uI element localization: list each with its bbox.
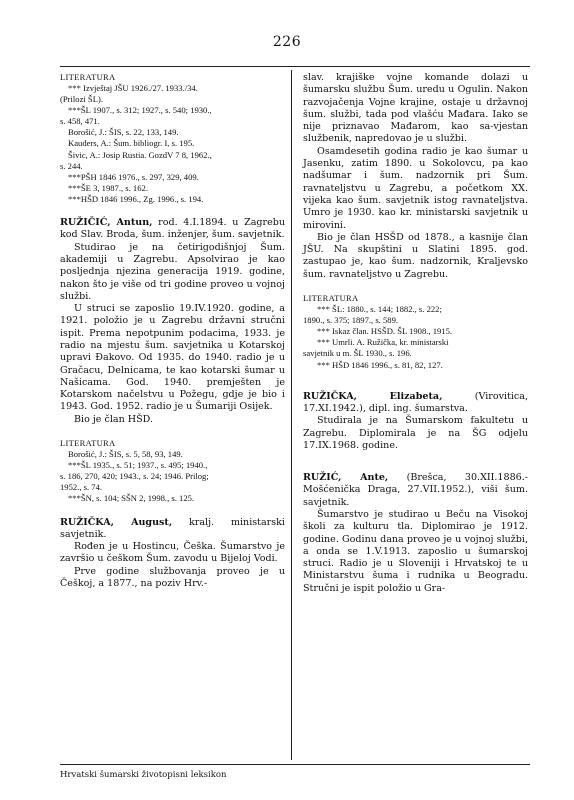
literature-line: ***PŠH 1846 1976., s. 297, 329, 409. [68,171,199,182]
entry-lead [303,391,528,416]
literature-line: ***ŠN, s. 104; SŠN 2, 1998., s. 125. [68,493,195,504]
literature-line: Kauders, A.: Šum. bibliogr. I, s. 195. [68,138,195,149]
entry-paragraph: Studirala je na Šumarskom fakultetu u Zagrebu. Diplomirala je na ŠG odjelu 17.IX.1968. godine. [303,415,528,451]
literature-line: Šivic, A.: Josip Rustia. GozdV 7 8, 1962., [68,149,212,160]
entry-lead [60,517,285,542]
literature-line: ***HŠD 1846 1996., Zg. 1996., s. 194. [68,193,204,204]
literature-line: s. 458, 471. [60,116,100,127]
entry-paragraph: Šumarstvo je studirao u Beču na Visokoj školi za kulturu tla. Diplomirao je 1912. godine. Godinu dana proveo je u vojnoj službi, a onda se 1.V.1913. zaposlio u šumarskoj struci. Radio je u Sloveniji i Hrvatskoj te u Ministarstvu šuma i rudnika u Beogradu. Stručni je ispit položio u Gra- [303,508,528,594]
left-column [60,72,285,590]
entry-ruzicka-august [60,517,285,591]
literature-line: *** Iskaz član. HSŠD. ŠL 1908., 1915. [317,326,453,337]
literature-line: *** ŠL: 1880., s. 144; 1882., s. 222; [317,304,442,315]
literature-heading: LITERATURA [60,438,116,449]
column-divider [291,70,292,760]
entry-lead-text: (Brešca, 30.XII.1886.- Mošćenička Draga, 27.VII.1952.), viši šum. savjetnik. [303,472,528,508]
entry-paragraph: U struci se zaposlio 19.IV.1920. godine, a 1921. položio je u Zagrebu državni stručni ispit. Prema nepotpunim podacima, 1933. je radio na mjestu šum. savjetnika u Kotarskoj upravi Đakovo. Od 1935. do 1940. radio je u Gračacu, Delnicama, te kao kotarski šumar u Našicama. God. 1940. premješten je Kotarskom načelstvu u Požegu, gdje je bio i 1943. God. 1952. radio je u Šumariji Osijek. [60,303,285,413]
entry-paragraph: Studirao je na četirigodišnjoj Šum. akademiji u Zagrebu. Apsolvirao je kao posljednja njezina generacija 1919. godine, nakon što je više od tri godine proveo u vojnoj službi. [60,241,285,302]
bottom-rule [60,764,530,765]
literature-line: 1952., s. 74. [60,482,103,493]
literature-list [60,449,285,504]
literature-line: s. 186, 270, 420; 1943., s. 24; 1946. Prilog; [60,471,209,482]
literature-line: 1890., s. 375; 1897., s. 589. [303,315,399,326]
entry-ruzic-ante [303,472,528,595]
entry-paragraph: Bio je član HŠD. [74,413,153,425]
right-column [303,72,528,595]
page-number: 226 [272,34,302,50]
literature-line: savjetnik u m. ŠL 1930., s. 196. [303,348,412,359]
entry-ruzicic-antun [60,217,285,426]
entry-lead-text: rod. 4.I.1894. u Zagrebu kod Slav. Broda, šum. inženjer, šum. savjetnik. [60,217,285,241]
entry-paragraph: Osamdesetih godina radio je kao šumar u Jasenku, zatim 1890. u Sokolovcu, pa kao nadšumar i šum. nadzornik pri Šum. ravnateljstvu u Zagrebu, a početkom XX. vijeka kao šum. savjetnik istog ravnateljstva. Umro je 1930. kao kr. ministarski savjetnik u mirovini. [303,145,528,231]
literature-heading: LITERATURA [303,293,359,304]
literature-line: Borošić, J.: ŠIS, s. 22, 133, 149. [68,127,179,138]
entry-lead-text: (Virovitica, 17.XI.1942.), dipl. ing. šumarstva. [303,390,528,414]
literature-line: (Prilozi ŠL). [60,94,103,105]
literature-heading: LITERATURA [60,72,116,82]
top-rule [60,66,530,67]
entry-name: RUŽIČIĆ, Antun, [60,217,153,229]
literature-line: *** HŠD 1846 1996., s. 81, 82, 127. [317,359,443,370]
literature-list [60,83,285,205]
entry-name: RUŽIĆ, Ante, [303,472,389,484]
entry-name: RUŽIČKA, August, [60,516,173,528]
entry-lead-text: kralj. ministarski savjetnik. [60,516,285,540]
literature-line: *** Izvještaj JŠU 1926./27. 1933./34. [68,83,198,93]
entry-ruzicka-august-continued [303,72,528,281]
entry-paragraph: Rođen je u Hostincu, Češka. Šumarstvo je završio u češkom Šum. zavodu u Bijeloj Vodi. [60,541,285,565]
footer: Hrvatski šumarski životopisni leksikon [60,770,227,780]
literature-line: ***ŠL 1935., s. 51; 1937., s. 495; 1940., [68,460,208,471]
literature-list [303,304,528,371]
entry-lead [60,217,285,242]
literature-line: ***ŠE 3, 1987., s. 162. [68,182,148,193]
literature-line: Borošić, J.: ŠIS, s. 5, 58, 93, 149. [68,449,183,460]
literature-line: ***ŠL 1907., s. 312; 1927., s. 540; 1930., [68,105,212,116]
literature-line: s. 244. [60,160,83,171]
entry-lead [303,472,528,509]
entry-paragraph: Bio je član HSŠD od 1878., a kasnije član JŠU. Na skupštini u Slatini 1895. god. zastupao je, kao šum. nadzornik, Kraljevsko šum. ravnateljstvo u Zagrebu. [303,231,528,280]
entry-name: RUŽIČKA, Elizabeta, [303,390,443,402]
literature-line: *** Umrli. A. Ružička, kr. ministarski [317,337,449,348]
entry-paragraph: slav. krajiške vojne komande dolazi u šumarsku službu Šum. uredu u Ogulin. Nakon razvojačenja Vojne krajine, ostaje u državnoj šum. službi, tada pod vlašću Mađara. Iako se nije priznavao Mađarom, kao sa-vjestan službenik, napredovao je u službi. [303,72,528,145]
entry-ruzicka-elizabeta [303,391,528,452]
entry-paragraph: Prve godine službovanja proveo je u Češkoj, a 1877., na poziv Hrv.- [60,565,285,590]
